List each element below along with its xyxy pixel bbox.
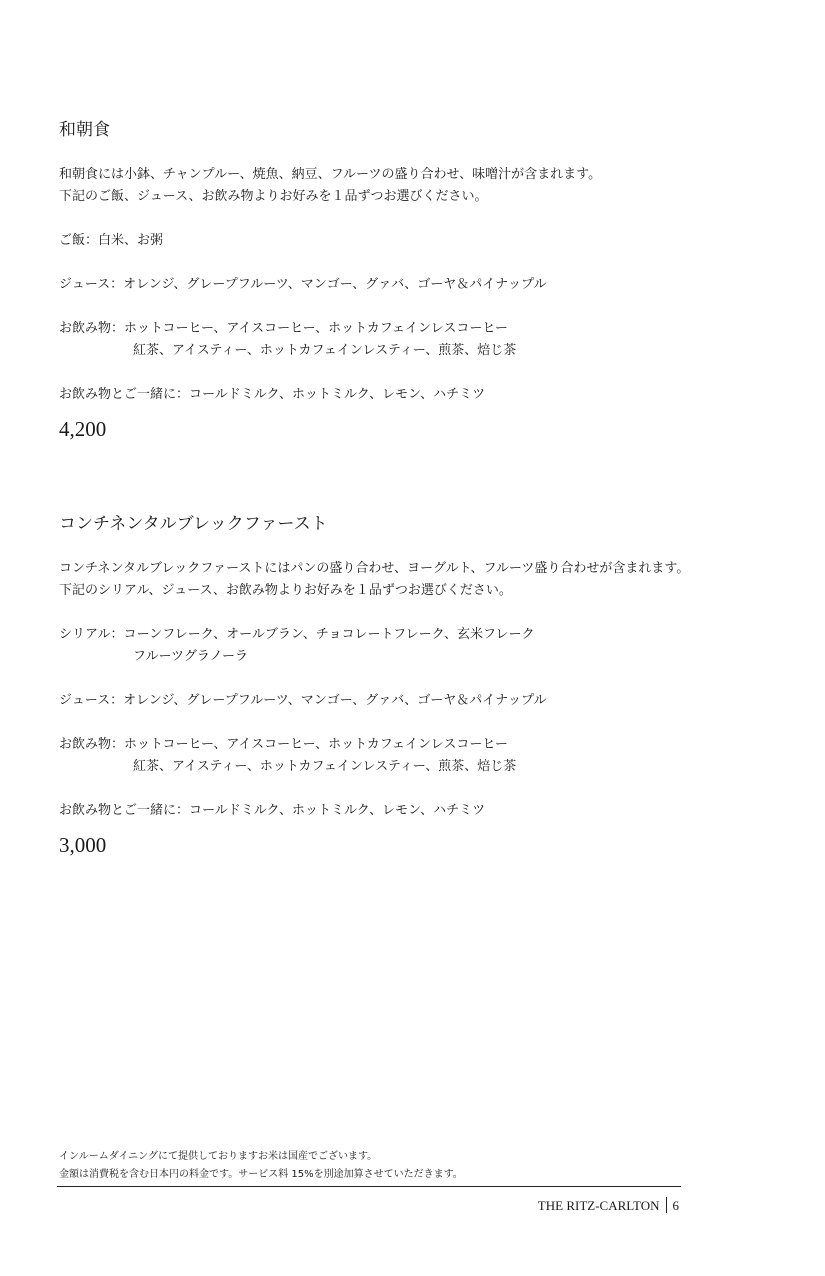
- brand-name: THE RITZ-CARLTON: [537, 1198, 660, 1213]
- footer-note-pricing: 金額は消費税を含む日本円の料金です。サービス料 15%を別途加算させていただきます。: [59, 1169, 463, 1180]
- continental-drink-options-line-1: お飲み物：ホットコーヒー、アイスコーヒー、ホットカフェインレスコーヒー: [59, 737, 508, 752]
- washoku-title: 和朝食: [59, 120, 110, 140]
- continental-cereal-options-line-2: フルーツグラノーラ: [133, 649, 249, 664]
- washoku-rice-options: ご飯：白米、お粥: [59, 233, 164, 248]
- footer-brand: [538, 1197, 679, 1215]
- washoku-drink-options-line-1: お飲み物：ホットコーヒー、アイスコーヒー、ホットカフェインレスコーヒー: [59, 321, 508, 336]
- washoku-drink-options-line-2: 紅茶、アイスティー、ホットカフェインレスティー、煎茶、焙じ茶: [133, 343, 517, 358]
- continental-juice-options: ジュース：オレンジ、グレープフルーツ、マンゴー、グァバ、ゴーヤ＆パイナップル: [59, 693, 547, 708]
- footer-note-rice-origin: インルームダイニングにて提供しておりますお米は国産でございます。: [59, 1151, 378, 1162]
- washoku-section: [59, 119, 759, 442]
- continental-price: 3,000: [59, 833, 107, 857]
- washoku-juice-options: ジュース：オレンジ、グレープフルーツ、マンゴー、グァバ、ゴーヤ＆パイナップル: [59, 277, 547, 292]
- page-number: 6: [672, 1198, 679, 1213]
- continental-section: [59, 513, 759, 858]
- brand-separator: [666, 1197, 667, 1213]
- continental-description-line-2: 下記のシリアル、ジュース、お飲み物よりお好みを１品ずつお選びください。: [59, 583, 512, 598]
- continental-description-line-1: コンチネンタルブレックファーストにはパンの盛り合わせ、ヨーグルト、フルーツ盛り合わせが含まれます。: [59, 561, 690, 576]
- continental-extras: お飲み物とご一緒に：コールドミルク、ホットミルク、レモン、ハチミツ: [59, 803, 486, 818]
- washoku-description-line-2: 下記のご飯、ジュース、お飲み物よりお好みを１品ずつお選びください。: [59, 189, 488, 204]
- continental-cereal-options-line-1: シリアル：コーンフレーク、オールブラン、チョコレートフレーク、玄米フレーク: [59, 627, 535, 642]
- continental-drink-options-line-2: 紅茶、アイスティー、ホットカフェインレスティー、煎茶、焙じ茶: [133, 759, 517, 774]
- continental-title: コンチネンタルブレックファースト: [59, 514, 328, 534]
- washoku-description-line-1: 和朝食には小鉢、チャンプルー、焼魚、納豆、フルーツの盛り合わせ、味噌汁が含まれます。: [59, 167, 602, 182]
- washoku-price: 4,200: [59, 417, 107, 441]
- washoku-extras: お飲み物とご一緒に：コールドミルク、ホットミルク、レモン、ハチミツ: [59, 387, 486, 402]
- footer-divider: [57, 1186, 681, 1187]
